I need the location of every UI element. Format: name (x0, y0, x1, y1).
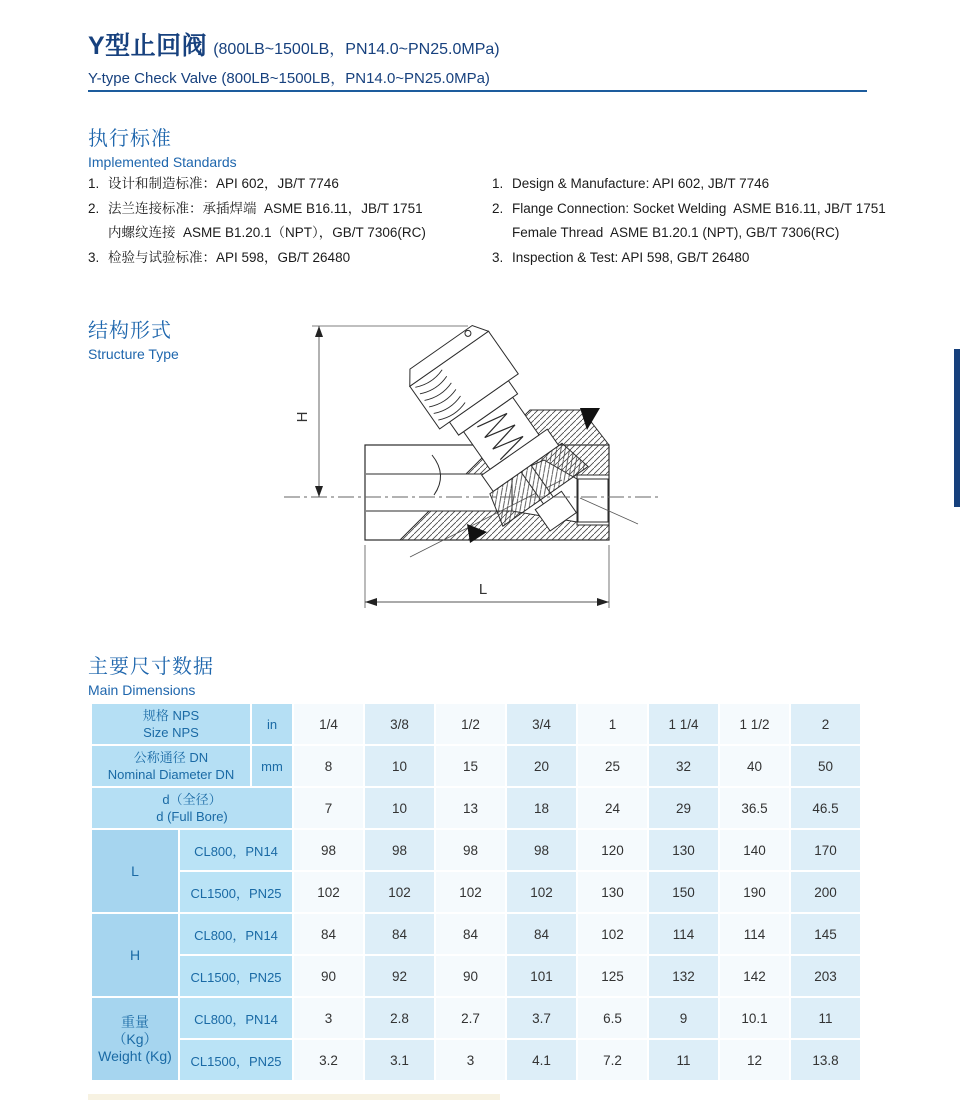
class-label-cell: CL1500，PN25 (180, 956, 292, 996)
data-cell: 3.2 (294, 1040, 363, 1080)
data-cell: 102 (507, 872, 576, 912)
data-cell: 3/4 (507, 704, 576, 744)
data-cell: 8 (294, 746, 363, 786)
class-label-cell: CL800，PN14 (180, 830, 292, 870)
page-title (88, 26, 868, 88)
data-cell: 20 (507, 746, 576, 786)
data-cell: 7.2 (578, 1040, 647, 1080)
page-title-en: Y-type Check Valve (800LB~1500LB，PN14.0~PN25.0MPa) (88, 70, 490, 87)
data-cell: 84 (436, 914, 505, 954)
data-cell: 102 (436, 872, 505, 912)
data-cell: 18 (507, 788, 576, 828)
list-item-continued (492, 221, 932, 246)
data-cell: 130 (578, 872, 647, 912)
data-cell: 1 (578, 704, 647, 744)
data-cell: 101 (507, 956, 576, 996)
list-item-continued (88, 221, 483, 246)
title-underline (88, 90, 867, 92)
list-item-number: 3. (492, 249, 504, 265)
data-cell: 145 (791, 914, 860, 954)
data-cell: 102 (294, 872, 363, 912)
group-header-cell: H (92, 914, 178, 996)
data-cell: 40 (720, 746, 789, 786)
list-item-number: 1. (492, 176, 504, 191)
dimensions-heading-en: Main Dimensions (88, 682, 196, 698)
dim-label-l: L (478, 581, 488, 598)
data-cell: 13 (436, 788, 505, 828)
dimensions-table (90, 702, 862, 1082)
data-cell: 1/2 (436, 704, 505, 744)
list-item (88, 197, 483, 222)
footer-remnant (88, 1094, 500, 1100)
data-cell: 50 (791, 746, 860, 786)
data-cell: 3.7 (507, 998, 576, 1038)
group-header-cell: L (92, 830, 178, 912)
data-cell: 4.1 (507, 1040, 576, 1080)
data-cell: 3 (436, 1040, 505, 1080)
data-cell: 10 (365, 746, 434, 786)
list-item-text: 设计和制造标准：API 602，JB/T 7746 (108, 176, 339, 191)
data-cell: 98 (294, 830, 363, 870)
data-cell: 46.5 (791, 788, 860, 828)
data-cell: 12 (720, 1040, 789, 1080)
data-cell: 2 (791, 704, 860, 744)
data-cell: 84 (365, 914, 434, 954)
data-cell: 200 (791, 872, 860, 912)
data-cell: 2.8 (365, 998, 434, 1038)
group-header-cell: 重量 （Kg） Weight (Kg) (92, 998, 178, 1080)
data-cell: 29 (649, 788, 718, 828)
data-cell: 10.1 (720, 998, 789, 1038)
list-item-text: Female Thread ASME B1.20.1 (NPT), GB/T 7306(RC) (512, 225, 840, 240)
data-cell: 203 (791, 956, 860, 996)
data-cell: 130 (649, 830, 718, 870)
dimensions-heading-cn: 主要尺寸数据 (88, 656, 214, 678)
data-cell: 98 (507, 830, 576, 870)
list-item-number: 2. (492, 200, 504, 216)
standards-heading-en: Implemented Standards (88, 154, 237, 170)
list-item-text: Design & Manufacture: API 602, JB/T 7746 (512, 176, 770, 191)
data-cell: 190 (720, 872, 789, 912)
row-header-cell: 规格 NPS Size NPS (92, 704, 250, 744)
page-edge-tab (954, 349, 960, 507)
data-cell: 24 (578, 788, 647, 828)
data-cell: 150 (649, 872, 718, 912)
data-cell: 92 (365, 956, 434, 996)
dimensions-section-heading (88, 650, 214, 698)
unit-cell: in (252, 704, 292, 744)
unit-cell: mm (252, 746, 292, 786)
list-item (492, 246, 932, 271)
list-item (88, 246, 483, 271)
class-label-cell: CL1500，PN25 (180, 1040, 292, 1080)
data-cell: 170 (791, 830, 860, 870)
list-item-text: 检验与试验标准：API 598，GB/T 26480 (108, 249, 351, 265)
data-cell: 1 1/4 (649, 704, 718, 744)
data-cell: 84 (507, 914, 576, 954)
data-cell: 90 (294, 956, 363, 996)
data-cell: 9 (649, 998, 718, 1038)
data-cell: 114 (720, 914, 789, 954)
data-cell: 25 (578, 746, 647, 786)
list-item (492, 172, 932, 197)
data-cell: 32 (649, 746, 718, 786)
structure-heading-cn: 结构形式 (88, 320, 172, 342)
data-cell: 84 (294, 914, 363, 954)
data-cell: 1/4 (294, 704, 363, 744)
data-cell: 2.7 (436, 998, 505, 1038)
data-cell: 120 (578, 830, 647, 870)
list-item-number: 1. (88, 176, 100, 191)
page-title-cn (88, 26, 868, 62)
data-cell: 11 (791, 998, 860, 1038)
data-cell: 11 (649, 1040, 718, 1080)
list-item (492, 197, 932, 222)
data-cell: 98 (365, 830, 434, 870)
data-cell: 13.8 (791, 1040, 860, 1080)
standards-list-en (492, 172, 932, 270)
class-label-cell: CL1500，PN25 (180, 872, 292, 912)
dim-label-h: H (294, 411, 311, 423)
class-label-cell: CL800，PN14 (180, 914, 292, 954)
class-label-cell: CL800，PN14 (180, 998, 292, 1038)
data-cell: 3 (294, 998, 363, 1038)
data-cell: 7 (294, 788, 363, 828)
structure-section-heading (88, 314, 179, 362)
list-item-text: 法兰连接标准：承插焊端 ASME B16.11，JB/T 1751 (108, 200, 423, 216)
row-header-cell: d（全径） d (Full Bore) (92, 788, 292, 828)
page-title-spec: (800LB~1500LB，PN14.0~PN25.0MPa) (213, 41, 500, 58)
data-cell: 1 1/2 (720, 704, 789, 744)
standards-section (88, 122, 886, 265)
list-item-number: 3. (88, 249, 100, 265)
right-socket-bore (578, 479, 608, 522)
standards-list-cn (88, 172, 483, 270)
data-cell: 102 (365, 872, 434, 912)
standards-heading-cn: 执行标准 (88, 128, 172, 150)
valve-technical-drawing (282, 312, 662, 617)
data-cell: 6.5 (578, 998, 647, 1038)
list-item (88, 172, 483, 197)
row-header-cell: 公称通径 DN Nominal Diameter DN (92, 746, 250, 786)
structure-heading-en: Structure Type (88, 346, 179, 362)
data-cell: 15 (436, 746, 505, 786)
data-cell: 102 (578, 914, 647, 954)
data-cell: 125 (578, 956, 647, 996)
data-cell: 114 (649, 914, 718, 954)
data-cell: 3/8 (365, 704, 434, 744)
list-item-text: Inspection & Test: API 598, GB/T 26480 (512, 249, 750, 265)
list-item-number: 2. (88, 200, 100, 216)
data-cell: 90 (436, 956, 505, 996)
data-cell: 142 (720, 956, 789, 996)
data-cell: 3.1 (365, 1040, 434, 1080)
data-cell: 36.5 (720, 788, 789, 828)
list-item-text: Flange Connection: Socket Welding ASME B16.11, JB/T 1751 (512, 200, 886, 216)
data-cell: 140 (720, 830, 789, 870)
data-cell: 98 (436, 830, 505, 870)
data-cell: 10 (365, 788, 434, 828)
list-item-text: 内螺纹连接 ASME B1.20.1（NPT），GB/T 7306(RC) (108, 225, 426, 240)
data-cell: 132 (649, 956, 718, 996)
page-title-cn-text: Y型止回阀 (88, 32, 208, 60)
